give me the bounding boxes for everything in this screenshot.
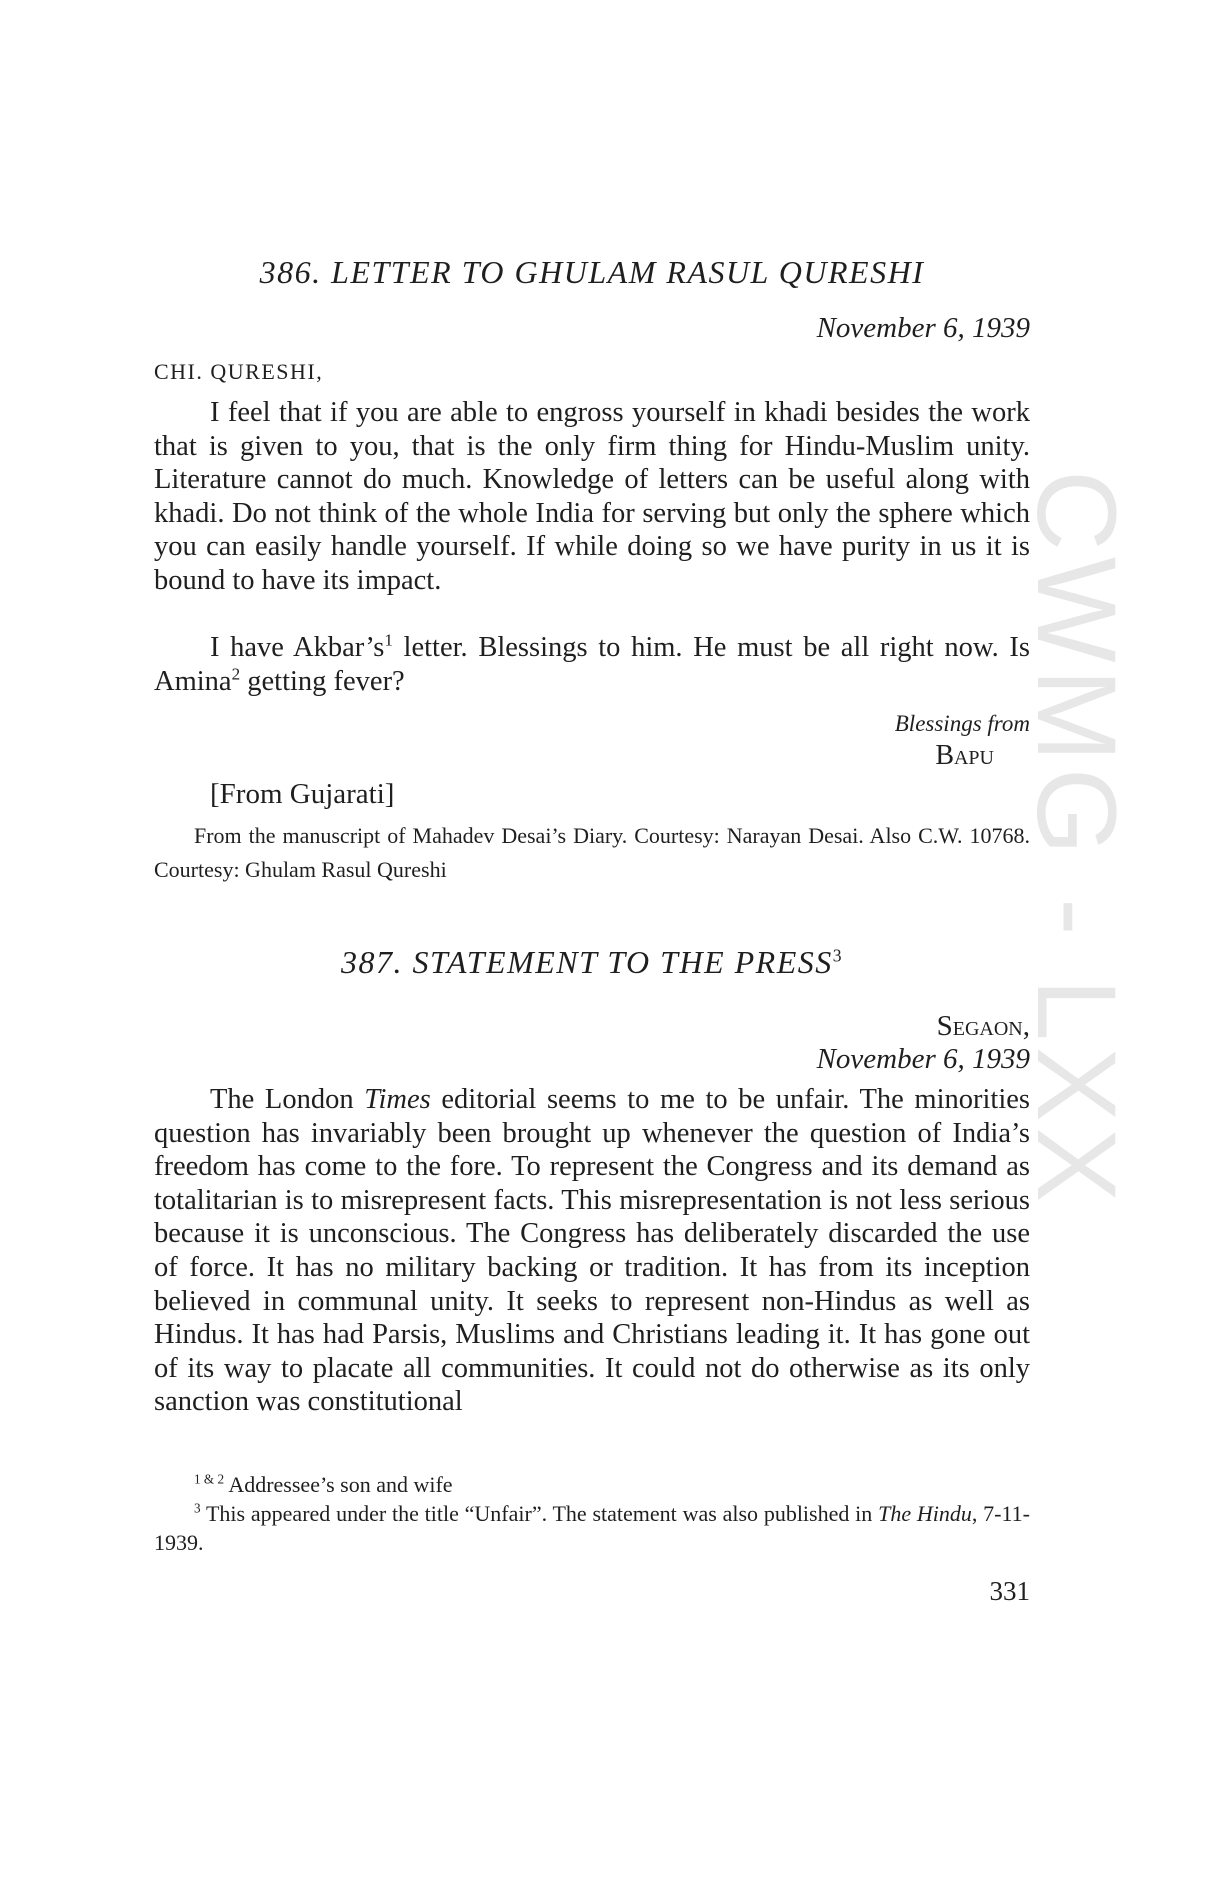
footnote-text: Addressee’s son and wife (224, 1472, 453, 1497)
closing-line: Blessings from (894, 711, 1030, 736)
footnote-marks: 1 & 2 (194, 1471, 225, 1487)
letter-date: November 6, 1939 (816, 312, 1030, 344)
source-note: From the manuscript of Mahadev Desai’s Diary. Courtesy: Narayan Desai. Also C.W. 10768. Courtesy: Ghulam Rasul Qureshi (154, 823, 1030, 882)
watermark: CWMG - LXX (1014, 470, 1139, 1209)
footnote-text: This appeared under the title “Unfair”. The statement was also published in (200, 1501, 879, 1526)
page-number: 331 (989, 1576, 1030, 1606)
statement-heading-text: 387. STATEMENT TO THE PRESS (340, 944, 833, 980)
footnote-ref-2: 2 (231, 664, 241, 684)
letter-paragraph-1: I feel that if you are able to engross yourself in khadi besides the work that is given to you, that is the only firm thing for Hindu-Muslim unity. Literature cannot do much. Knowledge of letters can be useful along with khadi. Do not think of the whole India for serving but only the sphere which you can easily handle yourself. If while doing so we have purity in us it is bound to have its impact. (154, 397, 1030, 596)
text-run: letter. Blessings to him. He must be all right now. Is Amina (154, 632, 1030, 697)
salutation: CHI. QURESHI, (154, 359, 324, 384)
footnote-ref-3: 3 (832, 945, 844, 966)
footnote-3 (154, 1499, 1030, 1557)
footnote-mark: 3 (194, 1500, 201, 1516)
text-run: The London (210, 1084, 365, 1115)
text-run: getting fever? (240, 665, 405, 697)
footnote-1-2 (154, 1470, 1030, 1499)
statement-paragraph (154, 1083, 1030, 1419)
footnote-ref-1: 1 (384, 630, 393, 650)
times-title: Times (364, 1084, 431, 1115)
source-label: [From Gujarati] (210, 778, 395, 810)
statement-place: Segaon, (936, 1010, 1030, 1042)
signature: Bapu (935, 740, 994, 771)
footnotes (154, 1470, 1030, 1557)
newspaper-title: The Hindu (878, 1501, 972, 1526)
statement-date: November 6, 1939 (816, 1043, 1030, 1075)
letter-paragraph-2 (154, 631, 1030, 698)
text-run: I have Akbar’s (210, 632, 385, 663)
statement-heading (154, 942, 1030, 982)
letter-heading: 386. LETTER TO GHULAM RASUL QURESHI (259, 254, 925, 290)
footnote-text: , 7-11-1939. (154, 1501, 1031, 1555)
text-run: editorial seems to me to be unfair. The minorities question has invariably been brought up whenever the question of India’s freedom has come to the fore. To represent the Congress and its demand as totalitarian is to misrepresent facts. This misrepresentation is not less serious because it is unconscious. The Congress has deliberately discarded the use of force. It has no military backing or tradition. It has from its inception believed in communal unity. It seeks to represent non-Hindus as well as Hindus. It has had Parsis, Muslims and Christians leading it. It has gone out of its way to placate all communities. It could not do otherwise as its only sanction was constitutional (154, 1084, 1030, 1418)
